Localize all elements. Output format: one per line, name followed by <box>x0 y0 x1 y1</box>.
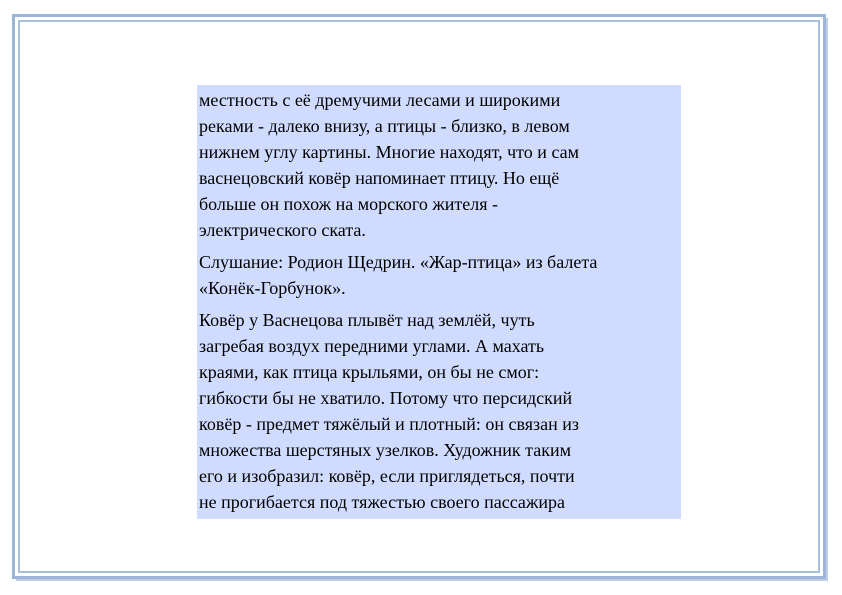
paragraph-listening: Слушание: Родион Щедрин. «Жар-птица» из балета «Конёк-Горбунок». <box>199 252 598 298</box>
slide-text-block <box>197 85 681 519</box>
paragraph-landscape: местность с её дремучими лесами и широкими реками - далеко внизу, а птицы - близко, в левом нижнем углу картины. Многие находят, что и сам васнецовский ковёр напоминает птицу. Но ещё больше он похож на морского жителя - электрического ската. <box>199 90 580 240</box>
paragraph-carpet: Ковёр у Васнецова плывёт над землёй, чуть загребая воздух передними углами. А махать краями, как птица крыльями, он бы не смог: гибкости бы не хватило. Потому что персидский ковёр - предмет тяжёлый и плотный: он связан из множества шерстяных узелков. Художник таким его и изобразил: ковёр, если приглядеться, почти не прогибается под тяжестью своего пассажира <box>199 310 580 512</box>
